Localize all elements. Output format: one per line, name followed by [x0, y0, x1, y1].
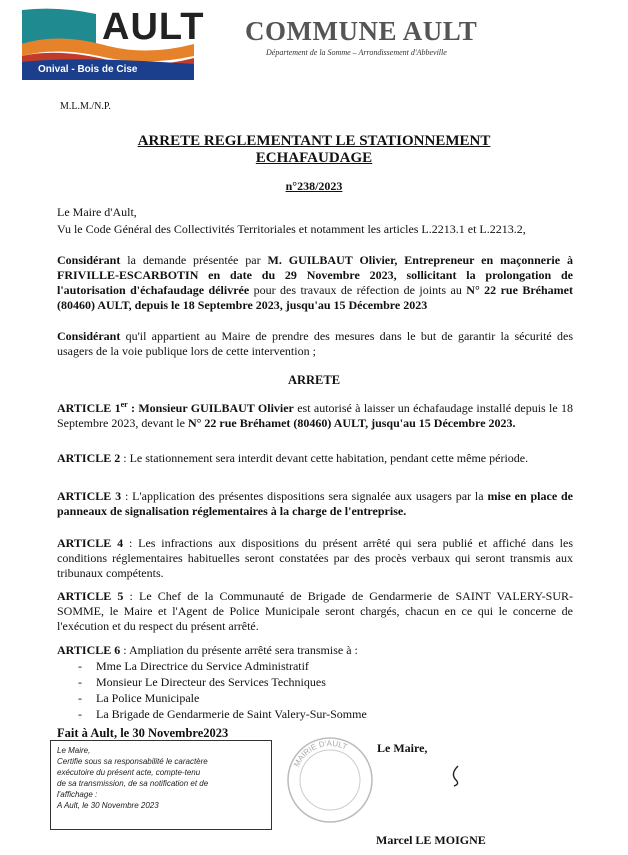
certify-line: A Ault, le 30 Novembre 2023: [57, 801, 159, 810]
document-title-line1: ARRETE REGLEMENTANT LE STATIONNEMENT: [137, 133, 491, 149]
document-title-line2: ECHAFAUDAGE: [255, 150, 373, 166]
svg-text:MAIRIE D'AULT: [292, 739, 349, 768]
article-1: ARTICLE 1er : Monsieur GUILBAUT Olivier est autorisé à laisser un échafaudage installé depuis le 18 Septembre 2023, devant le N° 22 rue Bréhamet (80460) AULT, jusqu'au 15 Décembre 2023.: [57, 400, 573, 430]
certify-line: de sa transmission, de sa notification et de: [57, 779, 209, 788]
article-3: ARTICLE 3 : L'application des présentes dispositions sera signalée aux usagers par la mise en place de panneaux de signalisation réglementaires à la charge de l'entreprise.: [57, 489, 574, 518]
commune-title: COMMUNE AULT: [245, 16, 478, 46]
certification-box: [50, 740, 272, 830]
preamble-considerant-1: Considérant la demande présentée par M. GUILBAUT Olivier, Entrepreneur en maçonnerie à FRIVILLE-ESCARBOTIN en date du 29 Novembre 2023, sollicitant la prolongation de l'autorisation d'échafaudage délivrée pour des travaux de réfection de joints au N° 22 rue Bréhamet (80460) AULT, depuis le 18 Septembre 2023, jusqu'au 15 Décembre 2023: [57, 253, 573, 312]
list-item: - La Police Municipale: [78, 691, 200, 705]
stamp-text: MAIRIE D'AULT: [292, 738, 349, 769]
article-6: ARTICLE 6 : Ampliation du présente arrêté sera transmise à :: [57, 643, 358, 657]
preamble-vu: Vu le Code Général des Collectivités Territoriales et notamment les articles L.2213.1 et L.2213.2,: [57, 222, 526, 236]
logo-name: AULT: [102, 6, 205, 48]
arrete-heading: ARRETE: [287, 373, 341, 387]
commune-logo: [18, 4, 205, 82]
mairie-stamp: [284, 730, 376, 830]
list-item: - La Brigade de Gendarmerie de Saint Valery-Sur-Somme: [78, 707, 367, 721]
article-5: ARTICLE 5 : Le Chef de la Communauté de Brigade de Gendarmerie de SAINT VALERY-SUR-SOMME, le Maire et l'Agent de Police Municipale seront chargés, chacun en ce qui le concerne de l'exécution et du respect du présent arrêté.: [57, 589, 573, 633]
signer-name: Marcel LE MOIGNE: [376, 833, 486, 847]
article-4: ARTICLE 4 : Les infractions aux dispositions du présent arrêté qui sera publié et affiché dans les conditions réglementaires habituelles seront constatées par des procès verbaux qui seront transmis aux tribunaux compétents.: [57, 536, 574, 580]
preamble-considerant-2: Considérant qu'il appartient au Maire de prendre des mesures dans le but de garantir la sécurité des usagers de la voie publique lors de cette intervention ;: [57, 329, 573, 358]
article-2: ARTICLE 2 : Le stationnement sera interdit devant cette habitation, pendant cette même période.: [57, 451, 529, 465]
arrete-number: n°238/2023: [285, 179, 343, 193]
le-maire-label: Le Maire,: [377, 741, 428, 755]
certify-line: Certifie sous sa responsabilité le caractère: [57, 757, 208, 766]
preamble-maire: Le Maire d'Ault,: [57, 205, 137, 219]
departement-line: Département de la Somme – Arrondissement d'Abbeville: [266, 48, 447, 57]
certify-line: exécutoire du présent acte, compte-tenu: [57, 768, 201, 777]
list-item: - Mme La Directrice du Service Administratif: [78, 659, 309, 673]
certify-line: Le Maire,: [57, 746, 91, 755]
list-item: - Monsieur Le Directeur des Services Techniques: [78, 675, 326, 689]
reference: M.L.M./N.P.: [60, 101, 111, 112]
signature-mark: [440, 760, 470, 790]
certify-line: l'affichage :: [57, 790, 98, 799]
fait-a-ault: Fait à Ault, le 30 Novembre2023: [57, 726, 229, 740]
recipient-list: [78, 658, 367, 722]
logo-subtitle: Onival - Bois de Cise: [38, 64, 138, 75]
